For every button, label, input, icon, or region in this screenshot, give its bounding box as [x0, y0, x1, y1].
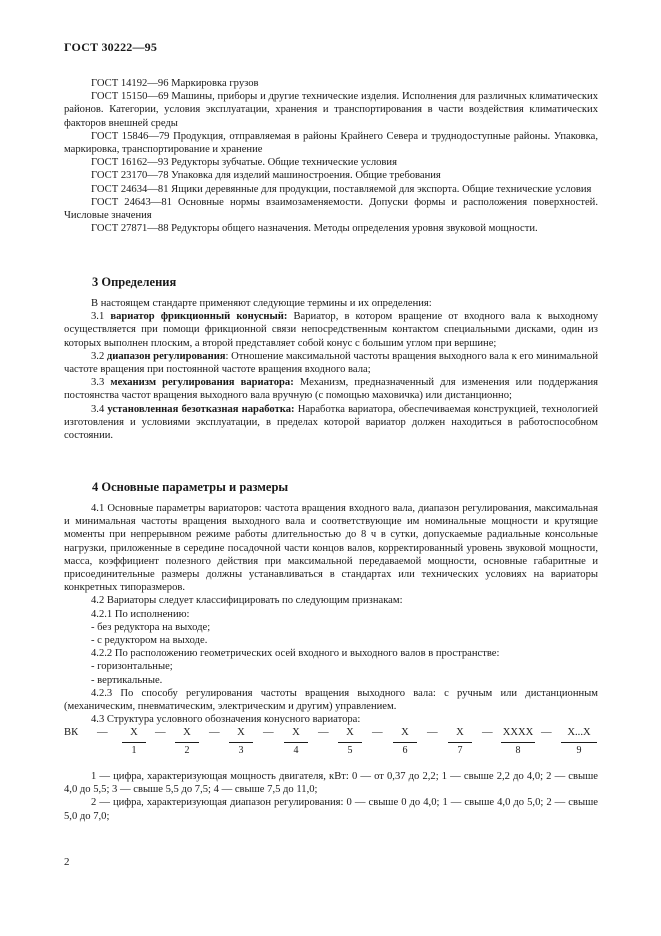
- reference-item: ГОСТ 15150—69 Машины, приборы и другие технические изделия. Исполнения для различных климатических районов. Категории, условия эксплуатации, хранения и транспортирования в части воздействия климатических факторов внешней среды: [64, 91, 598, 129]
- formula-dash: —: [97, 727, 108, 738]
- formula-underline: [561, 742, 597, 743]
- formula-dash: —: [372, 727, 383, 738]
- list-item: - горизонтальные;: [91, 661, 173, 673]
- formula-position-number: 4: [293, 745, 299, 756]
- formula-underline: [338, 742, 362, 743]
- definition-term: установленная безотказная наработка:: [107, 403, 295, 415]
- list-item: - с редуктором на выходе.: [91, 635, 208, 647]
- page-number: 2: [64, 856, 70, 868]
- normative-references: [64, 77, 598, 235]
- reference-item: ГОСТ 16162—93 Редукторы зубчатые. Общие технические условия: [91, 157, 397, 169]
- formula-underline: [229, 742, 253, 743]
- paragraph-4-1: 4.1 Основные параметры вариаторов: частота вращения входного вала, диапазон регулирования, максимальная и минимальная частоты вращения выходного вала и соответствующие им номинальные мощности и крутящие моменты при непрерывном режиме работы длительностью до 8 ч в сутки, допускаемые радиальные консольные нагрузки, приложенные в середине посадочной части концов валов, корректированный уровень звуковой мощности, масса, коэффициент полезного действия при максимальной передаваемой мощности, основные габаритные и присоединительные размеры должны устанавливаться в стандартах или технических условиях на вариаторы конкретных типоразмеров.: [64, 503, 598, 594]
- formula-underline: [284, 742, 308, 743]
- definition-item: [64, 403, 598, 443]
- designation-structure-formula: [64, 727, 604, 761]
- list-item: - вертикальные.: [91, 674, 163, 686]
- paragraph-4-3: 4.3 Структура условного обозначения конусного вариатора:: [91, 714, 361, 726]
- definition-text: Вариатор, в котором вращение от входного вала к выходному осуществляется при помощи фрикционной связи непосредственным контактом специальными дисками, один из которых выполнен плоским, а второй представляет собой конус с большим углом при вершине;: [64, 311, 598, 349]
- reference-item: ГОСТ 27871—88 Редукторы общего назначения. Методы определения уровня звуковой мощности.: [91, 223, 538, 235]
- definition-number: 3.1: [91, 311, 111, 323]
- formula-underline: [501, 742, 535, 743]
- formula-symbol: X: [130, 727, 138, 738]
- definition-text: Механизм, предназначенный для изменения или поддержания постоянства частот вращения выходного вала вручную (с помощью маховичка) или дистанционно;: [64, 377, 599, 402]
- formula-position-number: 3: [238, 745, 244, 756]
- reference-item: ГОСТ 15846—79 Продукция, отправляемая в районы Крайнего Севера и труднодоступные районы. Упаковка, маркировка, транспортирование и хранение: [64, 130, 598, 156]
- note-item: 2 — цифра, характеризующая диапазон регулирования: 0 — свыше 0 до 4,0; 1 — свыше 4,0 до 5,0; 2 — свыше 5,0 до 7,0;: [64, 797, 598, 822]
- paragraph-4-2-1: 4.2.1 По исполнению:: [91, 608, 190, 620]
- paragraph-4-2: 4.2 Вариаторы следует классифицировать по следующим признакам:: [91, 595, 403, 607]
- formula-position-number: 2: [184, 745, 190, 756]
- list-item: - без редуктора на выходе;: [91, 621, 211, 633]
- definition-item: [64, 376, 598, 402]
- section-3-intro: В настоящем стандарте применяют следующие термины и их определения:: [91, 298, 432, 309]
- formula-symbol: X: [237, 727, 245, 738]
- formula-underline: [448, 742, 472, 743]
- formula-symbol: X: [346, 727, 354, 738]
- formula-position-number: 8: [515, 745, 521, 756]
- formula-symbol: X: [183, 727, 191, 738]
- definition-number: 3.4: [91, 403, 108, 415]
- formula-underline: [175, 742, 199, 743]
- definition-text: Наработка вариатора, обеспечиваемая конструкцией, технологией изготовления и условиями эксплуатации, в пределах которой вариатор должен находиться в работоспособном состоянии.: [64, 403, 598, 442]
- formula-position-number: 9: [576, 745, 582, 756]
- section-3-heading: 3 Определения: [92, 275, 177, 289]
- formula-symbol: X: [401, 727, 409, 738]
- formula-position-number: 7: [457, 745, 463, 756]
- formula-dash: —: [318, 727, 329, 738]
- formula-position-number: 6: [402, 745, 408, 756]
- definition-item: [64, 310, 598, 350]
- section-3-body: [64, 297, 598, 442]
- section-4-body: [64, 502, 598, 726]
- definition-term: механизм регулирования вариатора:: [110, 377, 294, 389]
- formula-dash: —: [427, 727, 438, 738]
- formula-dash: —: [482, 727, 493, 738]
- formula-dash: —: [209, 727, 220, 738]
- formula-dash: —: [155, 727, 166, 738]
- page-header: ГОСТ 30222—95: [64, 40, 158, 54]
- reference-item: ГОСТ 24634—81 Ящики деревянные для продукции, поставляемой для экспорта. Общие технические условия: [91, 183, 592, 195]
- note-item: 1 — цифра, характеризующая мощность двигателя, кВт: 0 — от 0,37 до 2,2; 1 — свыше 2,2 до 4,0; 2 — свыше 4,0 до 5,5; 3 — свыше 5,5 до 7,5; 4 — свыше 7,5 до 11,0;: [64, 771, 598, 796]
- definition-term: диапазон регулирования: [106, 350, 226, 362]
- reference-item: ГОСТ 23170—78 Упаковка для изделий машиностроения. Общие требования: [91, 170, 441, 182]
- section-4-heading: 4 Основные параметры и размеры: [92, 480, 289, 494]
- definition-term: вариатор фрикционный конусный:: [110, 311, 288, 323]
- definition-number: 3.3: [91, 377, 111, 389]
- paragraph-4-2-3: 4.2.3 По способу регулирования частоты вращения выходного вала: с ручным или дистанционным (механическим, пневматическим, электрическим и другим) управлением.: [64, 687, 598, 713]
- formula-symbol: X: [456, 727, 464, 738]
- formula-position-number: 1: [131, 745, 137, 756]
- formula-dash: —: [541, 727, 552, 738]
- formula-symbol: XXXX: [502, 727, 534, 738]
- reference-item: ГОСТ 24643—81 Основные нормы взаимозаменяемости. Допуски формы и расположения поверхностей. Числовые значения: [64, 196, 598, 222]
- formula-symbol: X: [292, 727, 300, 738]
- formula-dash: —: [263, 727, 274, 738]
- designation-notes: [64, 770, 598, 823]
- definition-number: 3.2: [91, 350, 107, 362]
- formula-underline: [122, 742, 146, 743]
- formula-underline: [393, 742, 417, 743]
- definition-text: : Отношение максимальной частоты вращения выходного вала к его минимальной частоте вращения при постоянной частоте вращения входного вала;: [64, 350, 598, 376]
- paragraph-4-2-2: 4.2.2 По расположению геометрических осей входного и выходного валов в пространстве:: [91, 648, 500, 660]
- formula-prefix: ВК: [64, 727, 79, 738]
- reference-item: ГОСТ 14192—96 Маркировка грузов: [91, 78, 259, 89]
- formula-position-number: 5: [347, 745, 353, 756]
- definition-item: [64, 350, 598, 376]
- formula-symbol: X...X: [567, 727, 591, 738]
